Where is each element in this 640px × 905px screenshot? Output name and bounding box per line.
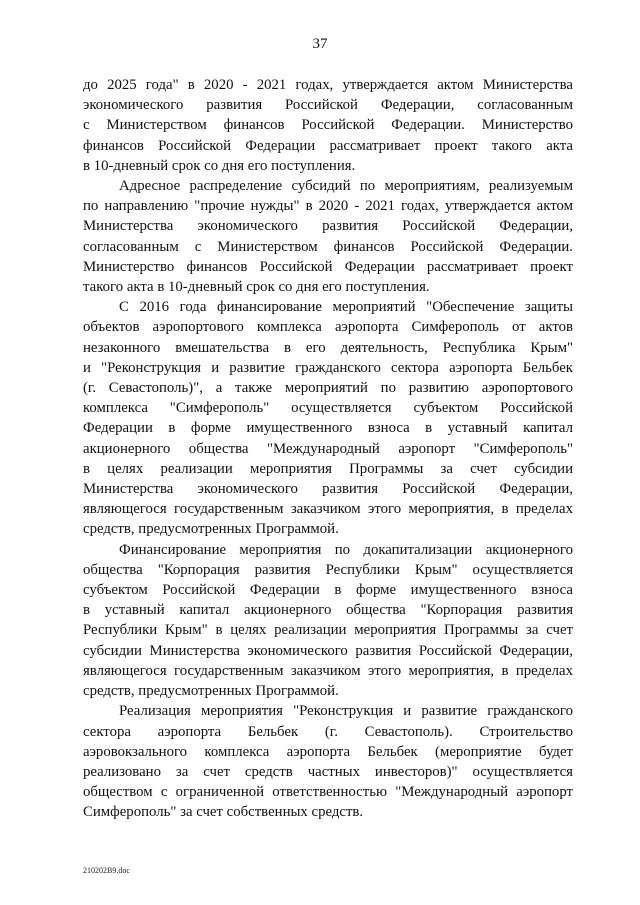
text-line: Адресное распределение субсидий по мероприятиям, реализуемым xyxy=(119,178,573,195)
paragraph xyxy=(83,75,573,176)
text-line: Финансирование мероприятия по докапитализации акционерного xyxy=(119,541,573,558)
text-line: Министерство финансов Российской Федерации рассматривает проект xyxy=(83,258,573,275)
text-line: средств, предусмотренных Программой. xyxy=(83,683,339,700)
text-line: С 2016 года финансирование мероприятий "Обеспечение защиты xyxy=(119,299,573,316)
document-body xyxy=(83,75,573,823)
text-line: Министерства экономического развития Российской Федерации, xyxy=(83,481,573,498)
paragraph xyxy=(83,540,573,702)
document-file-code: 210202B9.doc xyxy=(83,866,130,875)
paragraph xyxy=(83,701,573,822)
text-line: Министерства экономического развития Российской Федерации, xyxy=(83,218,573,235)
text-line: обществом с ограниченной ответственностью "Международный аэропорт xyxy=(83,784,573,801)
text-line: (г. Севастополь)", а также мероприятий по развитию аэропортового xyxy=(83,380,573,397)
text-line: реализовано за счет средств частных инвесторов)" осуществляется xyxy=(83,763,573,780)
text-line: в целях реализации мероприятия Программы за счет субсидии xyxy=(83,460,573,477)
text-line: Реализация мероприятия "Реконструкция и развитие гражданского xyxy=(119,703,573,720)
text-line: незаконного вмешательства в его деятельность, Республика Крым" xyxy=(83,339,573,356)
text-line: по направлению "прочие нужды" в 2020 - 2021 годах, утверждается актом xyxy=(83,198,573,215)
text-line: аэровокзального комплекса аэропорта Бельбек (мероприятие будет xyxy=(83,743,573,760)
text-line: согласованным с Министерством финансов Российской Федерации. xyxy=(83,238,573,255)
text-line: общества "Корпорация развития Республики Крым" осуществляется xyxy=(83,561,573,578)
text-line: финансов Российской Федерации рассматривает проект такого акта xyxy=(83,137,573,154)
text-line: такого акта в 10-дневный срок со дня его поступления. xyxy=(83,279,430,296)
text-line: Симферополь" за счет собственных средств. xyxy=(83,804,364,821)
text-line: с Министерством финансов Российской Федерации. Министерство xyxy=(83,117,573,134)
text-line: субъектом Российской Федерации в форме имущественного взноса xyxy=(83,582,573,599)
text-line: средств, предусмотренных Программой. xyxy=(83,521,339,538)
text-line: Федерации в форме имущественного взноса в уставный капитал xyxy=(83,420,573,437)
text-line: и "Реконструкция и развитие гражданского сектора аэропорта Бельбек xyxy=(83,359,573,376)
text-line: комплекса "Симферополь" осуществляется субъектом Российской xyxy=(83,400,573,417)
text-line: являющегося государственным заказчиком этого мероприятия, в пределах xyxy=(83,662,573,679)
text-line: в 10-дневный срок со дня его поступления. xyxy=(83,157,356,174)
paragraph xyxy=(83,297,573,539)
text-line: акционерного общества "Международный аэропорт "Симферополь" xyxy=(83,440,573,457)
text-line: Республики Крым" в целях реализации мероприятия Программы за счет xyxy=(83,622,573,639)
paragraph xyxy=(83,176,573,297)
text-line: объектов аэропортового комплекса аэропорта Симферополь от актов xyxy=(83,319,573,336)
page-number: 37 xyxy=(312,36,328,52)
text-line: в уставный капитал акционерного общества "Корпорация развития xyxy=(83,602,573,619)
text-line: сектора аэропорта Бельбек (г. Севастополь). Строительство xyxy=(83,723,573,740)
text-line: экономического развития Российской Федерации, согласованным xyxy=(83,97,573,114)
text-line: субсидии Министерства экономического развития Российской Федерации, xyxy=(83,642,573,659)
text-line: являющегося государственным заказчиком этого мероприятия, в пределах xyxy=(83,501,573,518)
text-line: до 2025 года" в 2020 - 2021 годах, утверждается актом Министерства xyxy=(83,77,573,93)
